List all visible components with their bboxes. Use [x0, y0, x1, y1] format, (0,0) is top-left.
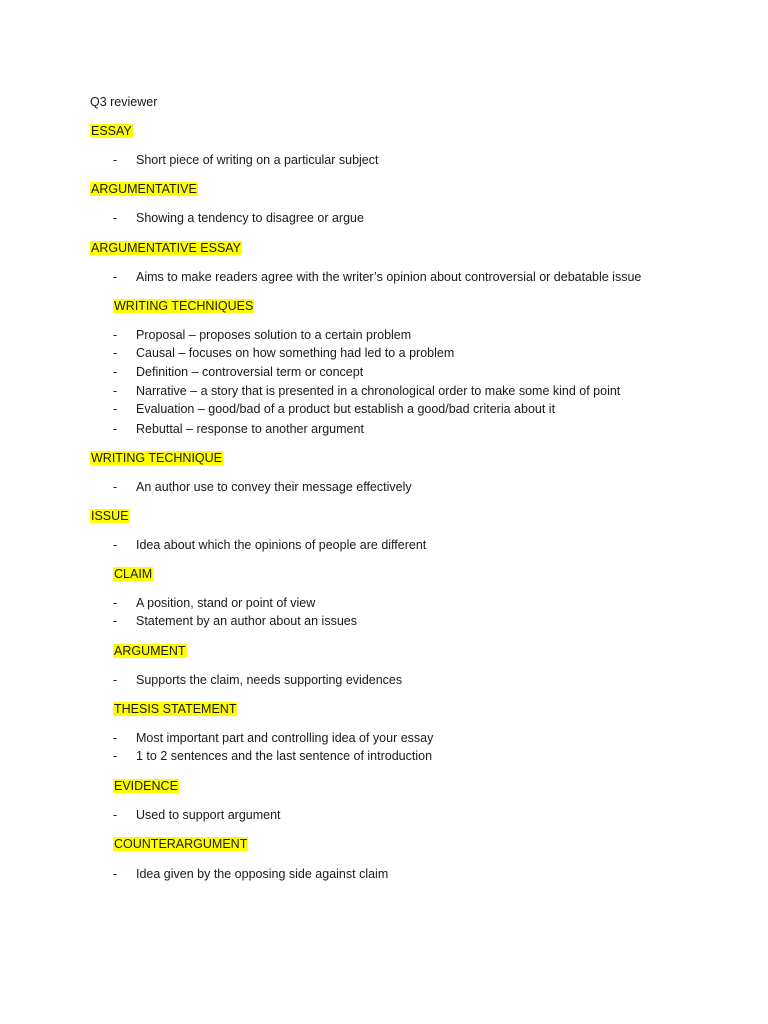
- list-item-text: Causal – focuses on how something had led to a problem: [136, 346, 455, 360]
- heading-argumentative: [90, 181, 198, 197]
- bullet-dash: -: [113, 153, 118, 167]
- list-item-text: Statement by an author about an issues: [136, 614, 357, 628]
- highlighted-text: ISSUE: [91, 509, 129, 523]
- list-item-text: Rebuttal – response to another argument: [136, 422, 364, 436]
- bullet-dash: -: [113, 673, 118, 687]
- list-item-text: Idea about which the opinions of people are different: [136, 538, 427, 552]
- bullet-dash: -: [113, 346, 118, 360]
- bullet-dash: -: [113, 365, 118, 379]
- bullet-dash: -: [113, 538, 118, 552]
- heading-claim: [113, 566, 153, 582]
- bullet-dash: -: [113, 402, 118, 416]
- list-item-text: Used to support argument: [136, 808, 281, 822]
- highlighted-text: COUNTERARGUMENT: [114, 837, 248, 851]
- list-item-text: Showing a tendency to disagree or argue: [136, 211, 364, 225]
- highlighted-text: WRITING TECHNIQUE: [91, 451, 223, 465]
- bullet-dash: -: [113, 480, 118, 494]
- list-item-text: Aims to make readers agree with the writer’s opinion about controversial or debatable issue: [136, 270, 642, 284]
- list-item-text: Narrative – a story that is presented in a chronological order to make some kind of point: [136, 384, 621, 398]
- bullet-dash: -: [113, 614, 118, 628]
- bullet-dash: -: [113, 270, 118, 284]
- list-item-text: Definition – controversial term or concept: [136, 365, 364, 379]
- heading-argument: [113, 643, 187, 659]
- bullet-dash: -: [113, 731, 118, 745]
- highlighted-text: ARGUMENTATIVE: [91, 182, 197, 196]
- bullet-dash: -: [113, 867, 118, 881]
- heading-thesis-statement: [113, 701, 237, 717]
- list-item-text: An author use to convey their message effectively: [136, 480, 412, 494]
- list-item-text: A position, stand or point of view: [136, 596, 316, 610]
- highlighted-text: ESSAY: [91, 124, 132, 138]
- highlighted-text: ARGUMENTATIVE ESSAY: [91, 241, 242, 255]
- list-item-text: Proposal – proposes solution to a certain problem: [136, 328, 412, 342]
- list-item-text: 1 to 2 sentences and the last sentence of introduction: [136, 749, 433, 763]
- list-item-text: Most important part and controlling idea of your essay: [136, 731, 434, 745]
- list-item-text: Supports the claim, needs supporting evidences: [136, 673, 403, 687]
- heading-counterargument: [113, 836, 248, 852]
- highlighted-text: WRITING TECHNIQUES: [114, 299, 254, 313]
- heading-issue: [90, 508, 130, 524]
- highlighted-text: THESIS STATEMENT: [114, 702, 237, 716]
- bullet-dash: -: [113, 384, 118, 398]
- heading-evidence: [113, 778, 179, 794]
- document-title: Q3 reviewer: [90, 95, 158, 109]
- highlighted-text: ARGUMENT: [114, 644, 186, 658]
- list-item-text: Short piece of writing on a particular subject: [136, 153, 379, 167]
- bullet-dash: -: [113, 749, 118, 763]
- heading-writing-technique: [90, 450, 223, 466]
- list-item-text: Idea given by the opposing side against claim: [136, 867, 389, 881]
- heading-argumentative-essay: [90, 240, 242, 256]
- bullet-dash: -: [113, 422, 118, 436]
- bullet-dash: -: [113, 211, 118, 225]
- bullet-dash: -: [113, 328, 118, 342]
- highlighted-text: CLAIM: [114, 567, 153, 581]
- bullet-dash: -: [113, 596, 118, 610]
- list-item-text: Evaluation – good/bad of a product but establish a good/bad criteria about it: [136, 402, 556, 416]
- heading-essay: [90, 123, 133, 139]
- heading-writing-techniques: [113, 298, 254, 314]
- highlighted-text: EVIDENCE: [114, 779, 178, 793]
- bullet-dash: -: [113, 808, 118, 822]
